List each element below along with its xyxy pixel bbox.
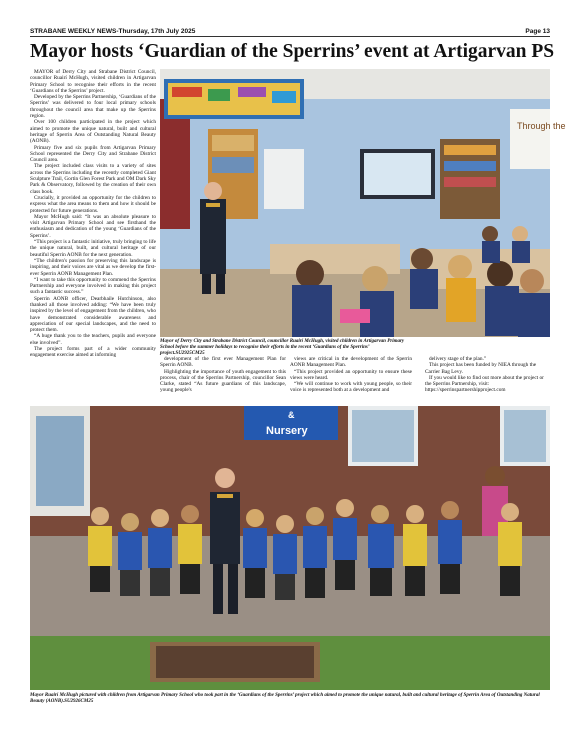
paragraph: “The children's passion for preserving this landscape is inspiring, and their voices are vital as we develop the first-ever Sperrin AONB Management Plan. [30, 257, 156, 277]
headline: Mayor hosts ‘Guardian of the Sperrins’ event at Artigarvan PS [30, 41, 555, 62]
paragraph: Sperrin AONB officer, Dearbhaile Hutchinson, also thanked all those involved adding: “We have been truly inspired by the level of engagement from the children, who have demonstrated considerable awareness and appreciation of our special landscapes, and the need to protect them. [30, 295, 156, 334]
paragraph: “I want to take this opportunity to commend the Sperrins Partnership and everyone involved in making this project such a fantastic success.” [30, 276, 156, 296]
paragraph: views are critical in the development of the Sperrin AONB Management Plan. [290, 356, 412, 369]
article-column-3 [290, 356, 412, 406]
paragraph: Developed by the Sperrins Partnership, ‘Guardians of the Sperrins’ was delivered to four local primary schools throughout the council area that make up the Sperrins region. [30, 94, 156, 120]
paragraph: Mayor McHugh said: “It was an absolute pleasure to visit Artigarvan Primary School and see firsthand the enthusiasm and dedication of the young ‘Guardians of the Sperrins’. [30, 213, 156, 239]
paragraph: “We will continue to work with young people, so their voice is represented both at a development and [290, 381, 412, 394]
group-photo [30, 406, 550, 690]
publication-line: STRABANE WEEKLY NEWS-Thursday, 17th July 2025 [30, 28, 196, 35]
paragraph: The project forms part of a wider community engagement exercise aimed at informing [30, 346, 156, 359]
photo-caption-1: Mayor of Derry City and Strabane District Council, councillor Ruairí McHugh, visited children in Artigarvan Primary School before the summer holidays to recognise their efforts in the recent ‘Guardians of the Sperrins’ project.SU2925CM25 [160, 339, 405, 356]
paragraph: delivery stage of the plan.” [429, 356, 487, 362]
sign-symbol: & [288, 410, 295, 420]
paragraph: “This project provided an opportunity to ensure these views were heard. [290, 368, 412, 381]
sign-nursery-text: Nursery [266, 425, 308, 437]
paragraph: This project has been funded by NIEA through the Carrier Bag Levy. [425, 362, 537, 375]
article-column-1 [30, 69, 156, 407]
paragraph: Crucially, it provided an opportunity for the children to express what the area means to them and how it should be protected for future generations. [30, 194, 156, 214]
wall-banner-text: Through the [517, 121, 566, 131]
paragraph: development of the first ever Management Plan for Sperrin AONB. [160, 356, 286, 369]
paragraph: “This project is a fantastic initiative, truly bringing to life the unique natural, built, and cultural heritage of our beautiful Sperrin AONB for the next generation. [30, 239, 156, 258]
paragraph: Highlighting the importance of youth engagement to this process, chair of the Sperrins Partnership, councillor Sean Clarke, stated “As future guardians of this landscape, young people's [160, 368, 286, 394]
page-number: Page 13 [525, 28, 550, 35]
photo-caption-2: Mayor Ruairí McHugh pictured with children from Artigarvan Primary School who took part in the ‘Guardians of the Sperrins’ project which aimed to promote the unique natural, built and cultural heritage of Sperrin Area of Outstanding Natural Beauty (AONB).SU2926CM25 [30, 693, 540, 704]
paragraph: “A huge thank you to the teachers, pupils and everyone else involved”. [30, 333, 156, 346]
article-column-4 [425, 356, 550, 406]
paragraph: MAYOR of Derry City and Strabane District Council, councillor Ruairí McHugh, visited children in Artigarvan Primary School to recognise their efforts in the recent ‘Guardians of the Sperrins’ project. [30, 69, 156, 94]
classroom-photo [160, 69, 566, 337]
header-rule [30, 36, 550, 37]
paragraph: The project included class visits to a variety of sites across the Sperrins including the recently completed Giant Sculpture Trail, Gortin Glen Forest Park and OM Dark Sky Park & Observatory, followed by the creation of their own class book. [30, 163, 156, 195]
paragraph: If you would like to find out more about the project or the Sperrins Partnership, visit: https://sperrinspartnershipproject.com [425, 374, 544, 394]
article-column-2 [160, 356, 286, 406]
paragraph: Over 100 children participated in the project which aimed to promote the unique natural, built and cultural heritage of Sperrin Area of Outstanding Natural Beauty (AONB). [30, 119, 156, 145]
paragraph: Primary five and six pupils from Artigarvan Primary School represented the Derry City and Strabane District Council area. [30, 144, 156, 164]
